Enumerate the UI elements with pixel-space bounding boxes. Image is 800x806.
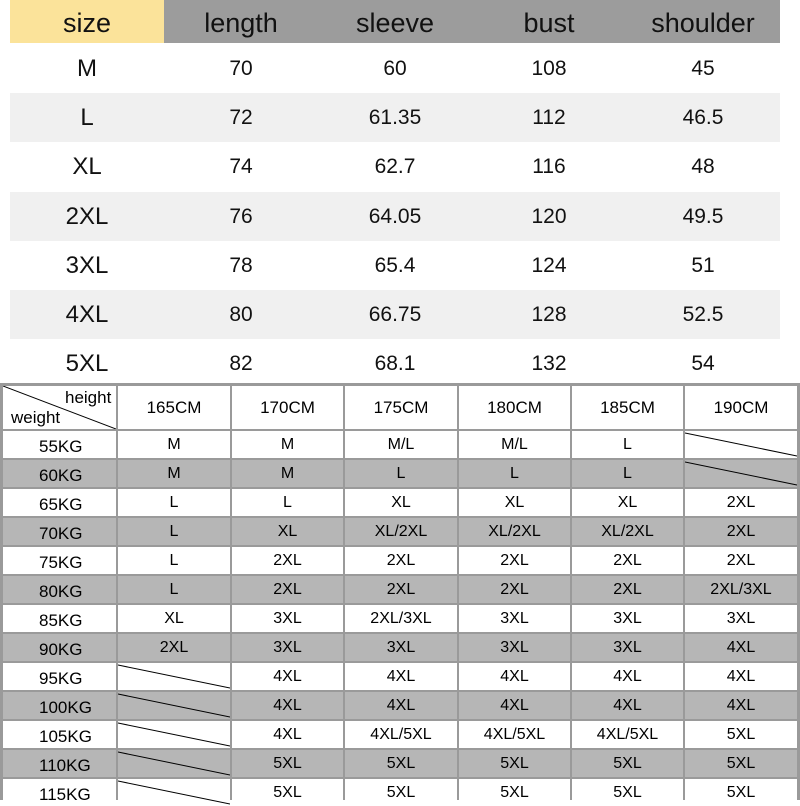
fit-size-cell [685, 634, 797, 661]
fit-size-value: L [283, 493, 292, 511]
fit-size-value: 4XL [726, 667, 756, 685]
fit-size-cell [232, 518, 343, 545]
height-header-label: 165CM [146, 397, 202, 417]
size-row [10, 241, 780, 290]
fit-size-value: 4XL [273, 696, 302, 714]
fit-size-value: 2XL [500, 580, 529, 598]
fit-size-value: 4XL/5XL [370, 725, 432, 743]
header-shoulder: shoulder [651, 8, 755, 38]
weight-row-label [3, 605, 116, 632]
fit-size-value: 2XL [273, 551, 302, 569]
weight-label: 70KG [39, 523, 83, 543]
size-cell-size: 5XL [65, 350, 109, 378]
fit-size-cell [118, 547, 230, 574]
fit-size-cell [572, 460, 683, 487]
fit-size-cell [232, 692, 343, 719]
weight-label: 115KG [39, 784, 91, 804]
size-cell-length: 74 [229, 155, 253, 179]
weight-row-label [3, 634, 116, 661]
fit-size-value: XL [504, 493, 525, 511]
fit-size-value: 2XL [726, 522, 756, 540]
empty-cell-diagonal [118, 779, 230, 806]
fit-size-cell [459, 489, 570, 516]
fit-size-value: L [169, 580, 179, 598]
height-header-label: 175CM [373, 397, 429, 417]
size-cell-shoulder: 48 [691, 155, 715, 179]
fit-size-value: L [623, 464, 632, 482]
height-header-label: 180CM [487, 397, 542, 417]
fit-size-cell [459, 779, 570, 806]
size-cell-sleeve: 65.4 [374, 253, 416, 277]
size-row [10, 44, 780, 93]
weight-label: 90KG [39, 639, 83, 659]
fit-size-cell [232, 489, 343, 516]
size-cell-sleeve: 62.7 [374, 155, 416, 179]
header-size: size [62, 8, 111, 38]
weight-row-label [3, 721, 116, 748]
fit-size-cell [345, 663, 457, 690]
fit-size-cell [459, 750, 570, 777]
fit-size-value: 2XL [500, 551, 529, 569]
weight-row-label [3, 489, 116, 516]
size-cell-bust: 132 [531, 352, 567, 376]
fit-size-cell [572, 663, 683, 690]
fit-size-cell [345, 721, 457, 748]
size-cell-sleeve: 66.75 [368, 303, 422, 326]
weight-label: 95KG [39, 668, 83, 688]
fit-size-cell [345, 489, 457, 516]
fit-size-value: M/L [501, 435, 528, 453]
fit-size-value: 4XL [273, 667, 302, 685]
size-cell-shoulder: 51 [691, 253, 715, 277]
fit-size-cell [459, 634, 570, 661]
weight-row-label [3, 576, 116, 603]
fit-size-value: 5XL [613, 783, 642, 801]
fit-size-cell [232, 460, 343, 487]
fit-size-value: 5XL [273, 783, 302, 801]
fit-size-cell [345, 605, 457, 632]
weight-row-label [3, 518, 116, 545]
fit-size-value: 2XL/3XL [370, 609, 432, 627]
empty-cell-diagonal [118, 692, 230, 719]
size-cell-length: 80 [229, 303, 253, 326]
fit-size-value: 5XL [726, 754, 756, 772]
fit-size-cell [459, 547, 570, 574]
size-cell-length: 76 [229, 204, 253, 228]
fit-size-value: L [169, 493, 179, 511]
fit-size-cell [345, 779, 457, 806]
size-cell-shoulder: 46.5 [682, 106, 724, 130]
fit-size-cell [685, 605, 797, 632]
fit-size-cell [685, 692, 797, 719]
fit-size-value: 4XL/5XL [483, 725, 546, 743]
fit-size-cell [459, 605, 570, 632]
fit-size-cell [118, 605, 230, 632]
fit-size-value: XL/2XL [374, 522, 428, 540]
fit-size-cell [572, 431, 683, 458]
fit-size-cell [685, 663, 797, 690]
fit-size-cell [685, 750, 797, 777]
fit-size-value: XL [277, 522, 298, 540]
fit-size-cell [685, 460, 797, 487]
weight-row-label [3, 547, 116, 574]
fit-size-value: 4XL [386, 696, 416, 714]
empty-cell-diagonal [685, 460, 797, 487]
height-header-label: 170CM [260, 397, 315, 417]
fit-size-cell [118, 518, 230, 545]
corner-header [3, 386, 116, 429]
fit-size-cell [572, 605, 683, 632]
size-cell-bust: 116 [532, 155, 566, 179]
fit-size-cell [232, 547, 343, 574]
fit-size-value: 2XL [386, 551, 416, 569]
fit-size-cell [232, 634, 343, 661]
size-cell-sleeve: 64.05 [368, 204, 422, 228]
weight-label: 65KG [39, 494, 83, 514]
fit-size-value: XL/2XL [488, 522, 541, 540]
size-cell-bust: 108 [531, 57, 567, 80]
fit-size-cell [685, 431, 797, 458]
header-bust: bust [523, 8, 575, 38]
fit-size-cell [345, 518, 457, 545]
fit-size-cell [345, 692, 457, 719]
fit-size-cell [685, 576, 797, 603]
fit-size-value: L [169, 551, 179, 569]
height-header [345, 386, 457, 429]
fit-size-value: 5XL [613, 754, 642, 772]
fit-size-value: M [280, 435, 295, 453]
fit-size-value: 3XL [613, 609, 642, 627]
size-cell-size: M [77, 55, 97, 82]
fit-size-cell [232, 750, 343, 777]
fit-size-value: 4XL [726, 696, 756, 714]
fit-size-value: M [167, 464, 181, 482]
fit-size-value: 2XL [726, 493, 756, 511]
weight-row-label [3, 750, 116, 777]
fit-size-value: 3XL [500, 638, 529, 656]
fit-size-cell [685, 721, 797, 748]
fit-size-cell [459, 692, 570, 719]
fit-size-cell [118, 779, 230, 806]
fit-size-value: 2XL [159, 638, 189, 656]
fit-size-cell [572, 634, 683, 661]
fit-size-cell [232, 663, 343, 690]
empty-cell-diagonal [118, 721, 230, 748]
fit-size-cell [572, 750, 683, 777]
height-header [572, 386, 683, 429]
size-cell-size: L [80, 104, 94, 132]
fit-size-value: 2XL [386, 580, 416, 598]
fit-size-cell [232, 431, 343, 458]
fit-size-value: 5XL [500, 754, 529, 772]
fit-size-value: 2XL [613, 551, 642, 569]
weight-axis-label: weight [11, 408, 61, 427]
fit-size-cell [459, 663, 570, 690]
fit-size-cell [572, 721, 683, 748]
size-row [10, 192, 780, 241]
fit-size-value: 5XL [726, 783, 756, 801]
height-header [118, 386, 230, 429]
weight-height-fit-grid [0, 383, 800, 804]
size-cell-length: 82 [229, 352, 253, 376]
size-cell-shoulder: 45 [691, 57, 715, 80]
fit-size-value: 2XL [613, 580, 642, 598]
fit-size-cell [572, 576, 683, 603]
size-cell-bust: 112 [532, 106, 566, 130]
fit-size-value: 5XL [386, 783, 416, 801]
fit-size-value: M [167, 435, 181, 453]
weight-row-label [3, 431, 116, 458]
empty-cell-diagonal [685, 431, 797, 458]
fit-size-cell [345, 547, 457, 574]
fit-size-value: 3XL [726, 609, 756, 627]
fit-size-value: XL [391, 493, 411, 511]
fit-size-cell [118, 489, 230, 516]
empty-cell-diagonal [118, 750, 230, 777]
weight-row-label [3, 663, 116, 690]
fit-size-value: 3XL [613, 638, 642, 656]
size-cell-size: 3XL [65, 251, 109, 279]
fit-size-cell [118, 750, 230, 777]
weight-label: 55KG [39, 436, 83, 456]
size-cell-bust: 120 [531, 204, 567, 228]
fit-size-cell [459, 721, 570, 748]
size-chart-header [10, 0, 780, 43]
size-cell-shoulder: 54 [691, 352, 715, 376]
fit-size-cell [345, 431, 457, 458]
fit-size-cell [572, 779, 683, 806]
fit-size-cell [118, 576, 230, 603]
fit-size-cell [459, 518, 570, 545]
fit-size-cell [118, 431, 230, 458]
weight-label: 75KG [39, 552, 83, 572]
fit-size-cell [118, 634, 230, 661]
height-header-label: 190CM [713, 397, 769, 417]
size-cell-size: 4XL [65, 301, 109, 328]
weight-label: 110KG [39, 755, 91, 775]
header-sleeve: sleeve [355, 8, 435, 38]
size-row [10, 93, 780, 142]
fit-size-value: M [280, 464, 295, 482]
fit-size-value: 3XL [500, 609, 529, 627]
size-cell-length: 78 [229, 253, 253, 277]
size-cell-size: 2XL [65, 202, 109, 230]
weight-row-label [3, 460, 116, 487]
weight-label: 85KG [39, 610, 83, 630]
weight-label: 105KG [39, 726, 92, 746]
fit-size-value: 2XL/3XL [710, 580, 772, 598]
fit-size-value: 4XL [613, 696, 642, 714]
size-cell-length: 72 [229, 106, 253, 130]
fit-size-cell [459, 431, 570, 458]
empty-cell-diagonal [118, 663, 230, 690]
header-length: length [204, 8, 278, 38]
fit-size-cell [572, 518, 683, 545]
fit-size-cell [232, 605, 343, 632]
fit-size-value: 4XL [726, 638, 756, 656]
fit-size-cell [685, 779, 797, 806]
fit-size-cell [118, 663, 230, 690]
size-cell-bust: 124 [531, 253, 567, 277]
fit-size-value: 2XL [273, 580, 302, 598]
weight-row-label [3, 779, 116, 806]
fit-size-cell [345, 750, 457, 777]
fit-size-value: 4XL [273, 725, 302, 743]
fit-size-cell [685, 547, 797, 574]
size-cell-length: 70 [229, 57, 253, 80]
fit-size-value: 4XL [500, 667, 529, 685]
fit-size-cell [232, 576, 343, 603]
fit-size-cell [572, 692, 683, 719]
size-cell-bust: 128 [531, 303, 567, 326]
fit-size-cell [118, 460, 230, 487]
fit-size-value: 5XL [273, 754, 302, 772]
fit-size-value: L [623, 435, 632, 453]
height-axis-label: height [65, 388, 112, 407]
weight-label: 100KG [39, 697, 92, 717]
fit-size-value: 3XL [386, 638, 416, 656]
fit-size-value: 4XL [386, 667, 416, 685]
fit-size-cell [118, 692, 230, 719]
fit-size-value: 3XL [273, 609, 302, 627]
fit-size-cell [345, 634, 457, 661]
fit-size-value: M/L [387, 435, 415, 453]
fit-size-cell [232, 721, 343, 748]
fit-size-value: 5XL [726, 725, 756, 743]
fit-size-cell [685, 489, 797, 516]
weight-row-label [3, 692, 116, 719]
fit-size-cell [572, 547, 683, 574]
fit-size-value: 4XL [500, 696, 529, 714]
fit-size-cell [572, 489, 683, 516]
size-row [10, 290, 780, 339]
height-header [232, 386, 343, 429]
fit-size-value: XL [617, 493, 638, 511]
fit-size-cell [459, 576, 570, 603]
size-cell-sleeve: 61.35 [368, 106, 422, 130]
fit-size-value: XL [164, 609, 184, 627]
height-header [459, 386, 570, 429]
fit-size-cell [345, 576, 457, 603]
size-cell-sleeve: 60 [383, 57, 407, 80]
fit-size-value: 4XL [613, 667, 642, 685]
height-header [685, 386, 797, 429]
height-header-label: 185CM [600, 397, 655, 417]
fit-size-value: 3XL [273, 638, 302, 656]
size-cell-sleeve: 68.1 [374, 352, 416, 376]
size-row [10, 142, 780, 191]
weight-label: 60KG [39, 465, 83, 485]
fit-size-value: L [169, 522, 179, 540]
fit-size-value: 5XL [386, 754, 416, 772]
fit-size-cell [459, 460, 570, 487]
fit-size-cell [118, 721, 230, 748]
fit-size-value: L [396, 464, 406, 482]
fit-size-value: XL/2XL [601, 522, 654, 540]
size-cell-size: XL [72, 153, 102, 181]
fit-size-value: 2XL [726, 551, 756, 569]
fit-size-value: 5XL [500, 783, 529, 801]
weight-label: 80KG [39, 581, 83, 601]
fit-size-value: 4XL/5XL [596, 725, 659, 743]
size-cell-shoulder: 52.5 [682, 303, 724, 326]
fit-size-value: L [510, 464, 519, 482]
fit-size-cell [685, 518, 797, 545]
fit-size-cell [232, 779, 343, 806]
size-cell-shoulder: 49.5 [682, 204, 724, 228]
fit-size-cell [345, 460, 457, 487]
size-row [10, 339, 780, 388]
